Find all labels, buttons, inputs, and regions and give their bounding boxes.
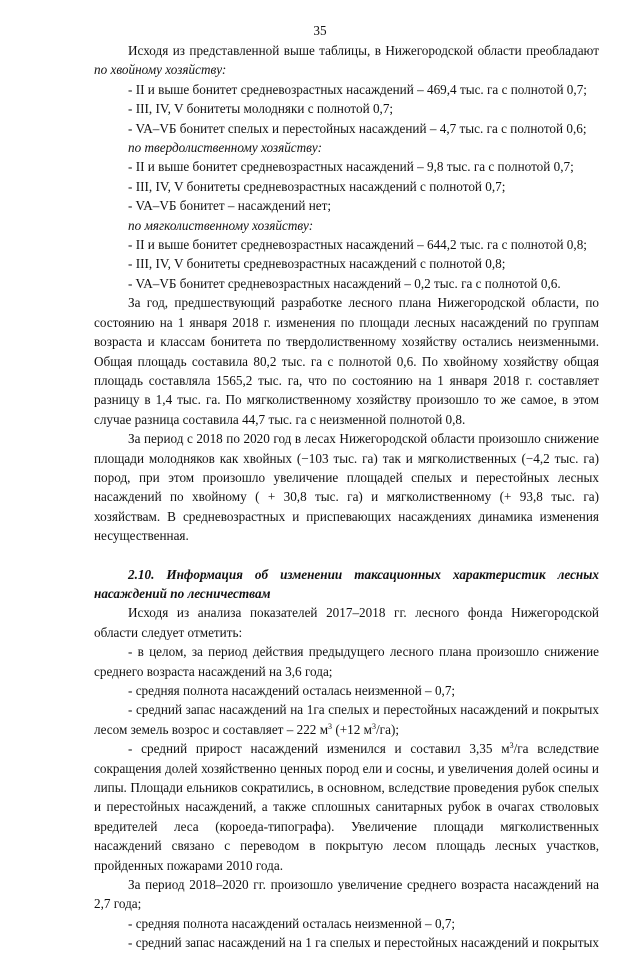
- paragraph-period-2018-2020: За период с 2018 по 2020 год в лесах Нижегородской области произошло снижение площади молодняков как хвойных (−103 тыс. га) так и мягколиственных (−4,2 тыс. га) пород, при этом произошло увеличение площадей спелых и перестойных лесных насаждений по хвойному ( + 30,8 тыс. га) и мягколиственному (+ 93,8 тыс. га) хозяйствам. В средневозрастных и приспевающих насаждениях динамика изменения несущественная.: [94, 431, 599, 544]
- subheading-softwood: по мягколиственному хозяйству:: [128, 217, 314, 233]
- list-item-hardwood-1: - II и выше бонитет средневозрастных насаждений – 9,8 тыс. га с полнотой 0,7;: [128, 159, 574, 175]
- list-item-growth: [94, 739, 599, 875]
- stock-text-end: /га);: [376, 721, 399, 737]
- list-item-hardwood-2: - III, IV, V бонитеты средневозрастных насаждений с полнотой 0,7;: [128, 178, 506, 194]
- list-item-softwood-3: - VA–VБ бонитет средневозрастных насаждений – 0,2 тыс. га с полнотой 0,6.: [128, 275, 561, 291]
- subheading-coniferous: по хвойному хозяйству:: [94, 62, 227, 78]
- subheading-hardwood: по твердолиственному хозяйству:: [128, 140, 322, 156]
- paragraph-period-2018-2020-age: За период 2018–2020 гг. произошло увеличение среднего возраста насаждений на 2,7 года;: [94, 877, 599, 912]
- section-spacer: [94, 546, 599, 565]
- list-item-density-2: - средняя полнота насаждений осталась неизменной – 0,7;: [128, 915, 456, 931]
- list-item-average-age: - в целом, за период действия предыдущего лесного плана произошло снижение среднего возраста насаждений на 3,6 года;: [94, 644, 599, 679]
- paragraph-analysis: Исходя из анализа показателей 2017–2018 гг. лесного фонда Нижегородской области следует отметить:: [94, 605, 599, 640]
- list-item-coniferous-2: - III, IV, V бонитеты молодняки с полнотой 0,7;: [128, 101, 394, 117]
- paragraph-intro: Исходя из представленной выше таблицы, в Нижегородской области преобладают: [128, 43, 599, 58]
- stock-superscript-2: 3: [372, 721, 377, 731]
- list-item-softwood-1: - II и выше бонитет средневозрастных насаждений – 644,2 тыс. га с полнотой 0,8;: [128, 237, 587, 253]
- list-item-coniferous-3: - VA–VБ бонитет спелых и перестойных насаждений – 4,7 тыс. га с полнотой 0,6;: [128, 120, 587, 136]
- growth-text-end: /га вследствие сокращения долей хозяйственно ценных пород ели и сосны, и увеличения долей осины и липы. Площади ельников сократились, в основном, вследствие проведения рубок спелых и перестойных насаждений, а также сплошных санитарных рубок в очагах стволовых вредителей леса (короеда-типографа). Увеличение площади мягколиственных насаждений связано с переводом в покрытую лесом площадь лесных участков, пройденных пожарами 2010 года.: [94, 741, 600, 873]
- page-body: [94, 41, 599, 953]
- stock-text-start: - средний запас насаждений на 1га спелых и перестойных насаждений и покрытых лесом земель возрос и составляет – 222 м: [94, 702, 599, 737]
- list-item-softwood-2: - III, IV, V бонитеты средневозрастных насаждений с полнотой 0,8;: [128, 256, 506, 272]
- growth-text-start: - средний прирост насаждений изменился и составил 3,35 м: [128, 741, 510, 757]
- list-item-coniferous-1: - II и выше бонитет средневозрастных насаждений – 469,4 тыс. га с полнотой 0,7;: [128, 81, 587, 97]
- section-heading: 2.10. Информация об изменении таксационных характеристик лесных насаждений по лесничествам: [94, 566, 599, 601]
- paragraph-previous-year: За год, предшествующий разработке лесного плана Нижегородской области, по состоянию на 1 января 2018 г. изменения по площади лесных насаждений по группам возраста и классам бонитета по твердолиственному хозяйству остались неизменными. Общая площадь составила 80,2 тыс. га с полнотой 0,6. По хвойному хозяйству общая площадь составляла 1565,2 тыс. га, что по состоянию на 1 января 2018 г. составляет разницу в 1,4 тыс. га. По мягколиственному хозяйству произошло то же самое, в этом случае разница составила 44,7 тыс. га с неизменной полнотой 0,8.: [94, 295, 599, 427]
- list-item-stock: [94, 700, 599, 739]
- list-item-density: - средняя полнота насаждений осталась неизменной – 0,7;: [128, 683, 456, 698]
- stock-superscript-1: 3: [328, 721, 333, 731]
- growth-superscript: 3: [509, 741, 514, 751]
- stock-text-middle: (+12 м: [332, 721, 373, 737]
- list-item-stock-2: - средний запас насаждений на 1 га спелых и перестойных насаждений и покрытых: [128, 935, 599, 951]
- page-number: 35: [313, 23, 327, 38]
- list-item-hardwood-3: - VA–VБ бонитет – насаждений нет;: [128, 198, 332, 214]
